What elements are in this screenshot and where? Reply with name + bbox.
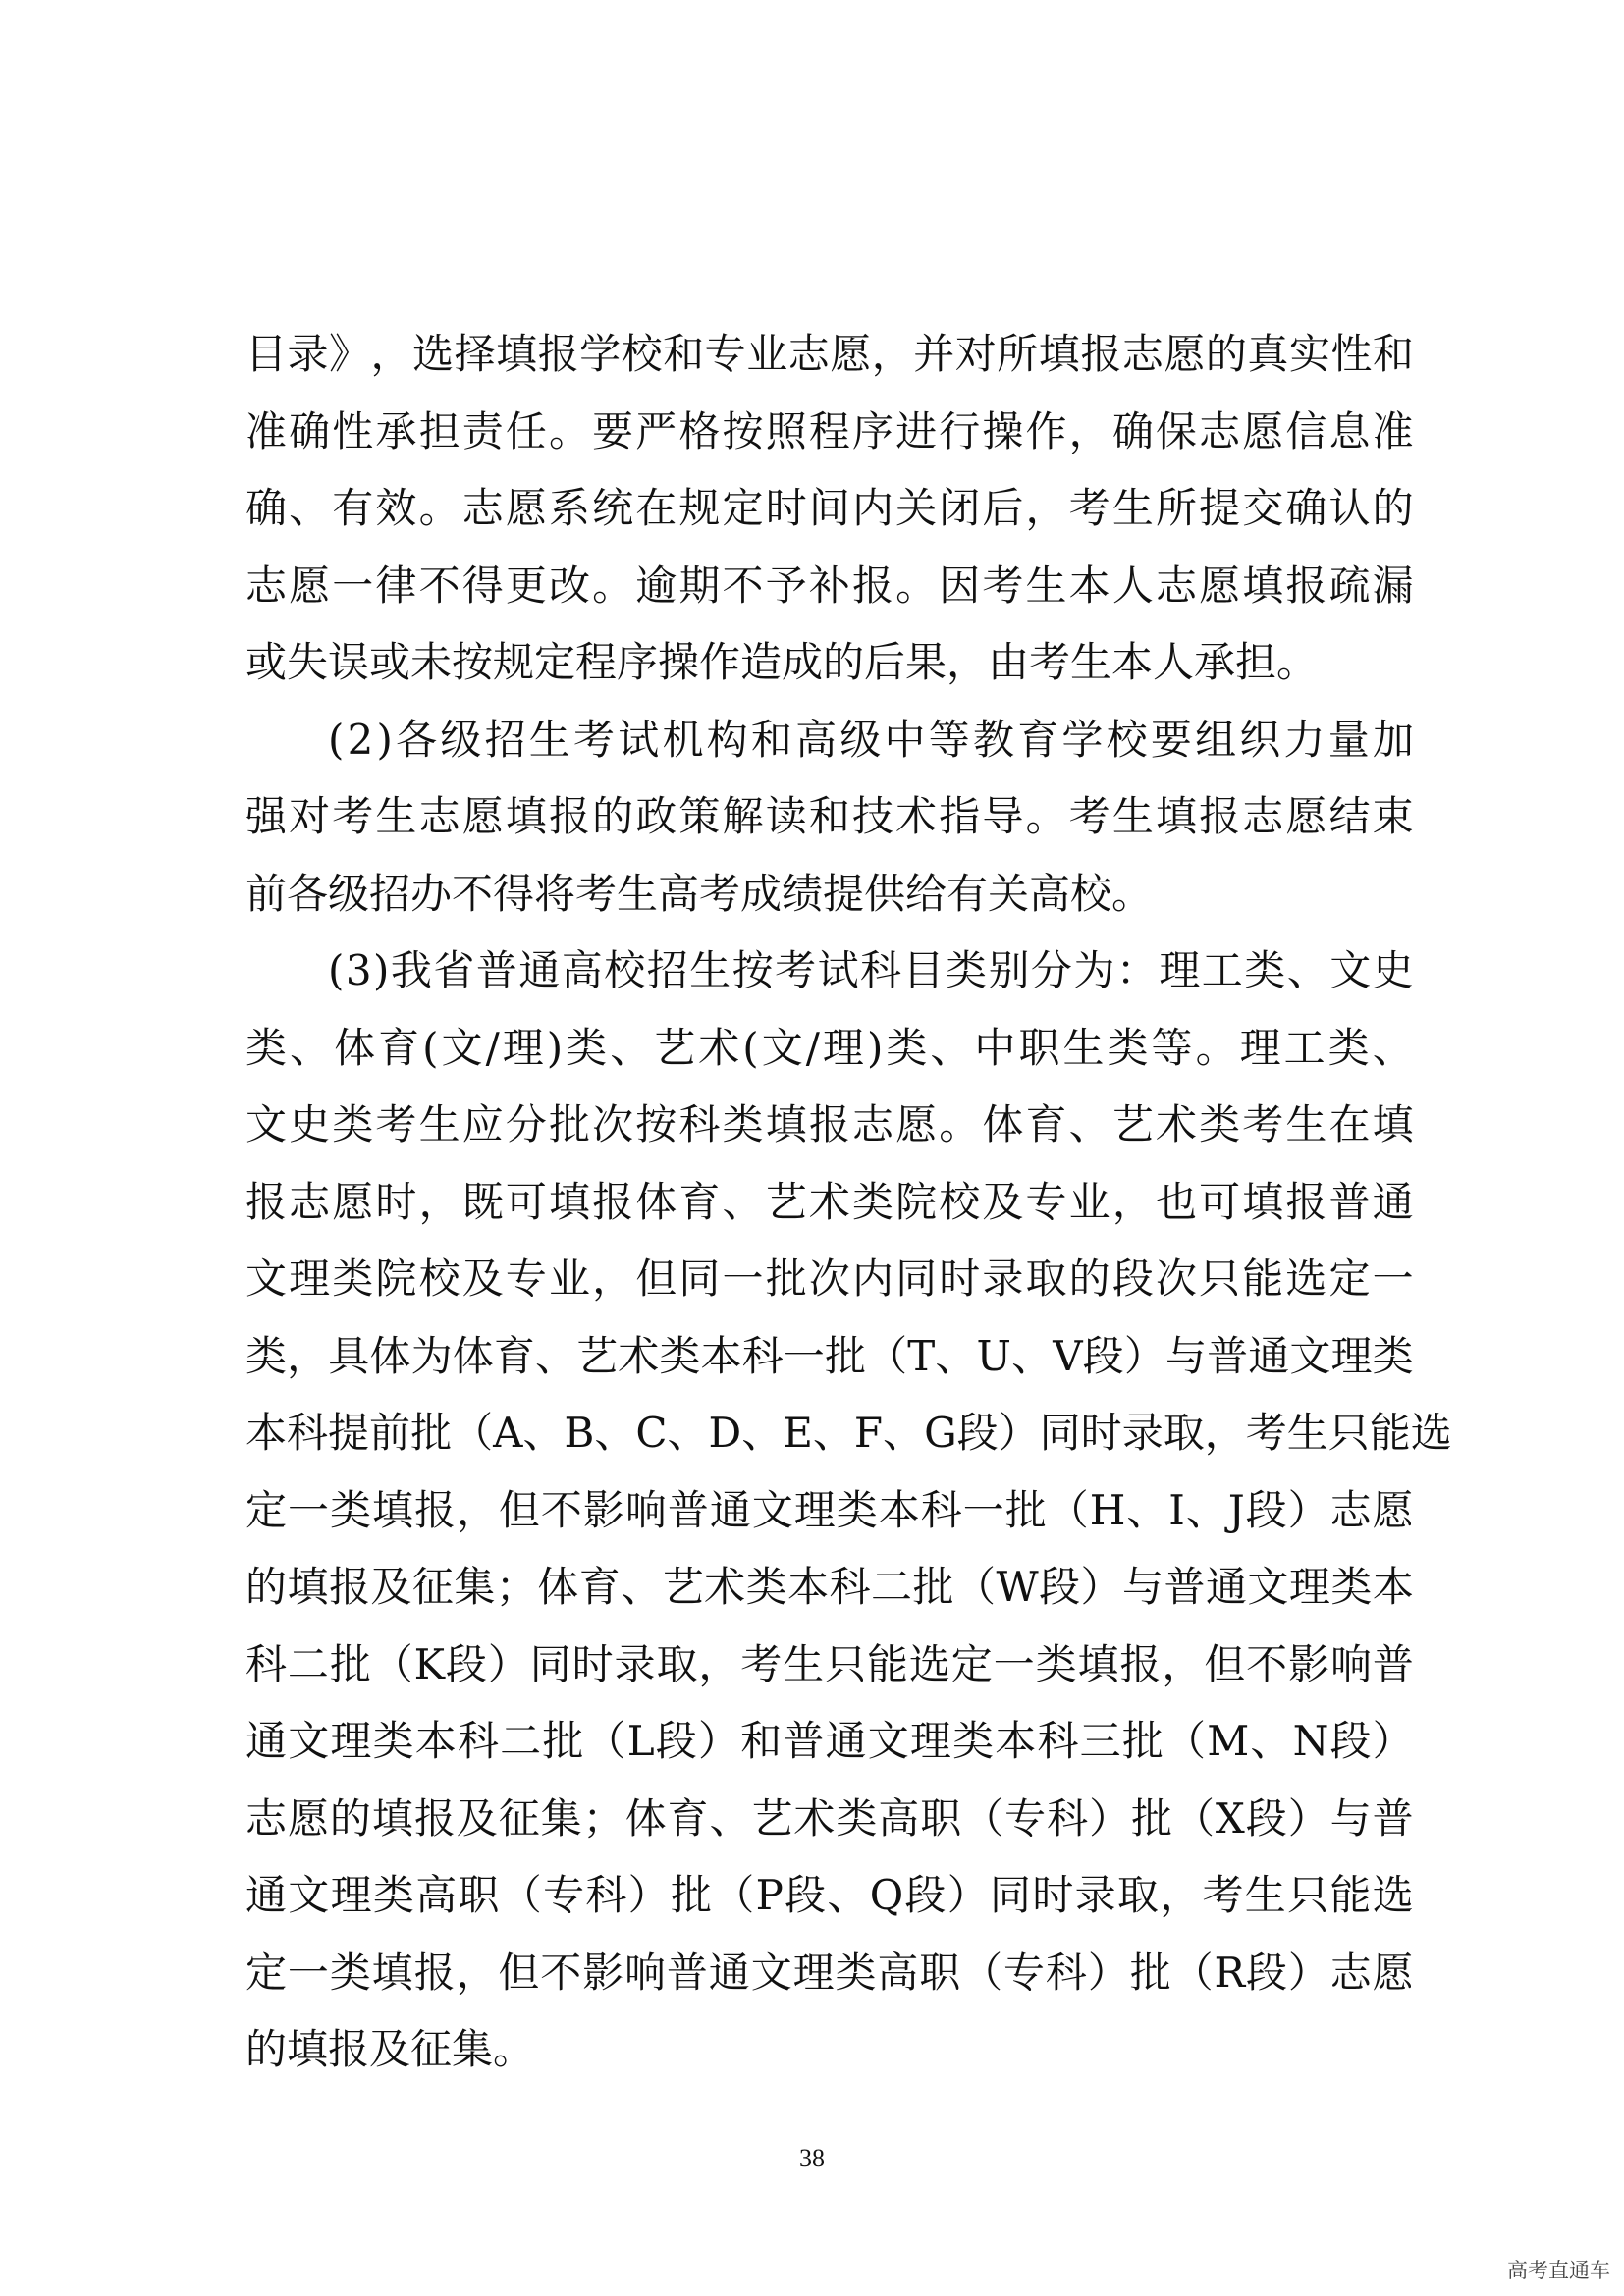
- text-line: 或失误或未按规定程序操作造成的后果，由考生本人承担。: [245, 638, 1319, 686]
- text-line: 的 填 报 及 征 集 ； 体 育 、 艺 术 类 本 科 二 批 （ W 段 ） 与 普 通 文 理 类 本: [245, 1563, 1414, 1611]
- text-line: 的填报及征集。: [245, 2025, 535, 2073]
- text-line: 志 愿 的 填 报 及 征 集 ； 体 育 、 艺 术 类 高 职 （ 专 科 ） 批 （ X 段 ） 与 普: [245, 1793, 1414, 1842]
- text-line: ( 3 ) 我 省 普 通 高 校 招 生 按 考 试 科 目 类 别 分 为 ： 理 工 类 、 文 史: [328, 946, 1414, 994]
- text-line: 确 、 有 效 。 志 愿 系 统 在 规 定 时 间 内 关 闭 后 ， 考 生 所 提 交 确 认 的: [245, 484, 1414, 532]
- text-line: 定 一 类 填 报 ， 但 不 影 响 普 通 文 理 类 高 职 （ 专 科 ） 批 （ R 段 ） 志 愿: [245, 1948, 1414, 1997]
- text-line: 本 科 提 前 批 （ A 、 B 、 C 、 D 、 E 、 F 、 G 段 ） 同 时 录 取 ， 考 生 只 能 选: [245, 1409, 1452, 1457]
- text-line: 前各级招办不得将考生高考成绩提供给有关高校。: [245, 869, 1154, 918]
- text-line: 准 确 性 承 担 责 任 。 要 严 格 按 照 程 序 进 行 操 作 ， 确 保 志 愿 信 息 准: [245, 406, 1414, 455]
- page-number: 38: [799, 2144, 825, 2172]
- watermark: 高考直通车: [1507, 2259, 1610, 2282]
- text-line: 目 录 》 ， 选 择 填 报 学 校 和 专 业 志 愿 ， 并 对 所 填 报 志 愿 的 真 实 性 和: [245, 330, 1414, 378]
- text-line: 定 一 类 填 报 ， 但 不 影 响 普 通 文 理 类 本 科 一 批 （ H 、 I 、 J 段 ） 志 愿: [245, 1485, 1414, 1534]
- text-line: 科 二 批 （ K 段 ） 同 时 录 取 ， 考 生 只 能 选 定 一 类 填 报 ， 但 不 影 响 普: [245, 1639, 1414, 1688]
- text-line: 报 志 愿 时 ， 既 可 填 报 体 育 、 艺 术 类 院 校 及 专 业 ， 也 可 填 报 普 通: [245, 1177, 1414, 1226]
- body-text: [245, 316, 1452, 2089]
- text-line: ( 2 ) 各 级 招 生 考 试 机 构 和 高 级 中 等 教 育 学 校 要 组 织 力 量 加: [328, 715, 1414, 764]
- text-line: 类 ， 具 体 为 体 育 、 艺 术 类 本 科 一 批 （ T 、 U 、 V 段 ） 与 普 通 文 理 类: [245, 1331, 1414, 1380]
- text-line: 通 文 理 类 本 科 二 批 （ L 段 ） 和 普 通 文 理 类 本 科 三 批 （ M 、 N 段 ）: [245, 1717, 1414, 1765]
- text-line: 文 理 类 院 校 及 专 业 ， 但 同 一 批 次 内 同 时 录 取 的 段 次 只 能 选 定 一: [245, 1255, 1414, 1303]
- text-line: 通 文 理 类 高 职 （ 专 科 ） 批 （ P 段 、 Q 段 ） 同 时 录 取 ， 考 生 只 能 选: [245, 1871, 1414, 1919]
- text-line: 类 、 体 育 ( 文 / 理 ) 类 、 艺 术 ( 文 / 理 ) 类 、 中 职 生 类 等 。 理 工 类 、: [245, 1023, 1414, 1072]
- text-line: 强 对 考 生 志 愿 填 报 的 政 策 解 读 和 技 术 指 导 。 考 生 填 报 志 愿 结 束: [245, 792, 1414, 840]
- text-line: 文 史 类 考 生 应 分 批 次 按 科 类 填 报 志 愿 。 体 育 、 艺 术 类 考 生 在 填: [245, 1100, 1414, 1148]
- text-line: 志 愿 一 律 不 得 更 改 。 逾 期 不 予 补 报 。 因 考 生 本 人 志 愿 填 报 疏 漏: [245, 561, 1414, 610]
